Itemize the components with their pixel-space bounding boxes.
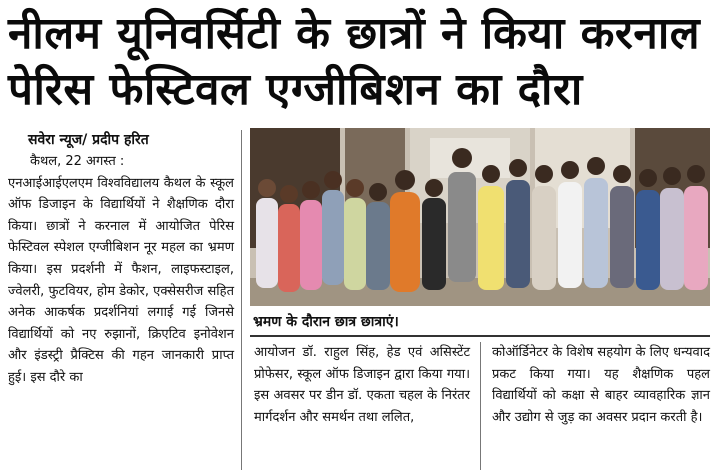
column-divider-2	[480, 342, 481, 470]
photo-caption: भ्रमण के दौरान छात्र छात्राएं।	[253, 314, 399, 330]
article-column-1	[8, 151, 234, 389]
column-1-text: एनआईआईएलएम विश्वविद्यालय कैथल के स्कूल ऑफ डिजाइन के विद्यार्थियों ने शैक्षणिक दौरा किया। छात्रों ने करनाल में आयोजित पेरिस फेस्टिवल स्पेशल एग्जीबिशन नूर महल का भ्रमण किया। इस प्रदर्शनी में फैशन, लाइफस्टाइल, ज्वेलरी, फुटवियर, होम डेकोर, एक्सेसरीज सहित अनेक आकर्षक प्रदर्शनियां लगाई गई जिनसे विद्यार्थियों को नए रुझानों, क्रिएटिव इनोवेशन और इंडस्ट्री प्रैक्टिस की गहन जानकारी प्राप्त हुई। इस दौरे का	[8, 175, 234, 385]
caption-rule	[250, 335, 710, 337]
article-column-3: कोऑर्डिनेटर के विशेष सहयोग के लिए धन्यवाद प्रकट किया गया। यह शैक्षणिक पहल विद्यार्थियों को कक्षा से बाहर व्यावहारिक ज्ञान और उद्योग से जुड़ का अवसर प्रदान करती है।	[492, 345, 710, 425]
article-column-2: आयोजन डॉ. राहुल सिंह, हेड एवं असिस्टेंट प्रोफेसर, स्कूल ऑफ डिजाइन द्वारा किया गया। इस अवसर पर डीन डॉ. एकता चहल के निरंतर मार्गदर्शन और समर्थन तथा ललित,	[254, 345, 470, 425]
headline	[8, 6, 712, 118]
headline-line-2: पेरिस फेस्टिवल एग्जीबिशन का दौरा	[8, 64, 583, 115]
byline: सवेरा न्यूज/ प्रदीप हरित	[28, 132, 149, 148]
group-photo	[250, 128, 710, 306]
dateline: कैथल, 22 अगस्त :	[30, 154, 125, 169]
column-divider-1	[241, 130, 242, 470]
headline-line-1: नीलम यूनिवर्सिटी के छात्रों ने किया करनाल	[8, 8, 701, 59]
group-photo-illustration	[250, 128, 710, 306]
